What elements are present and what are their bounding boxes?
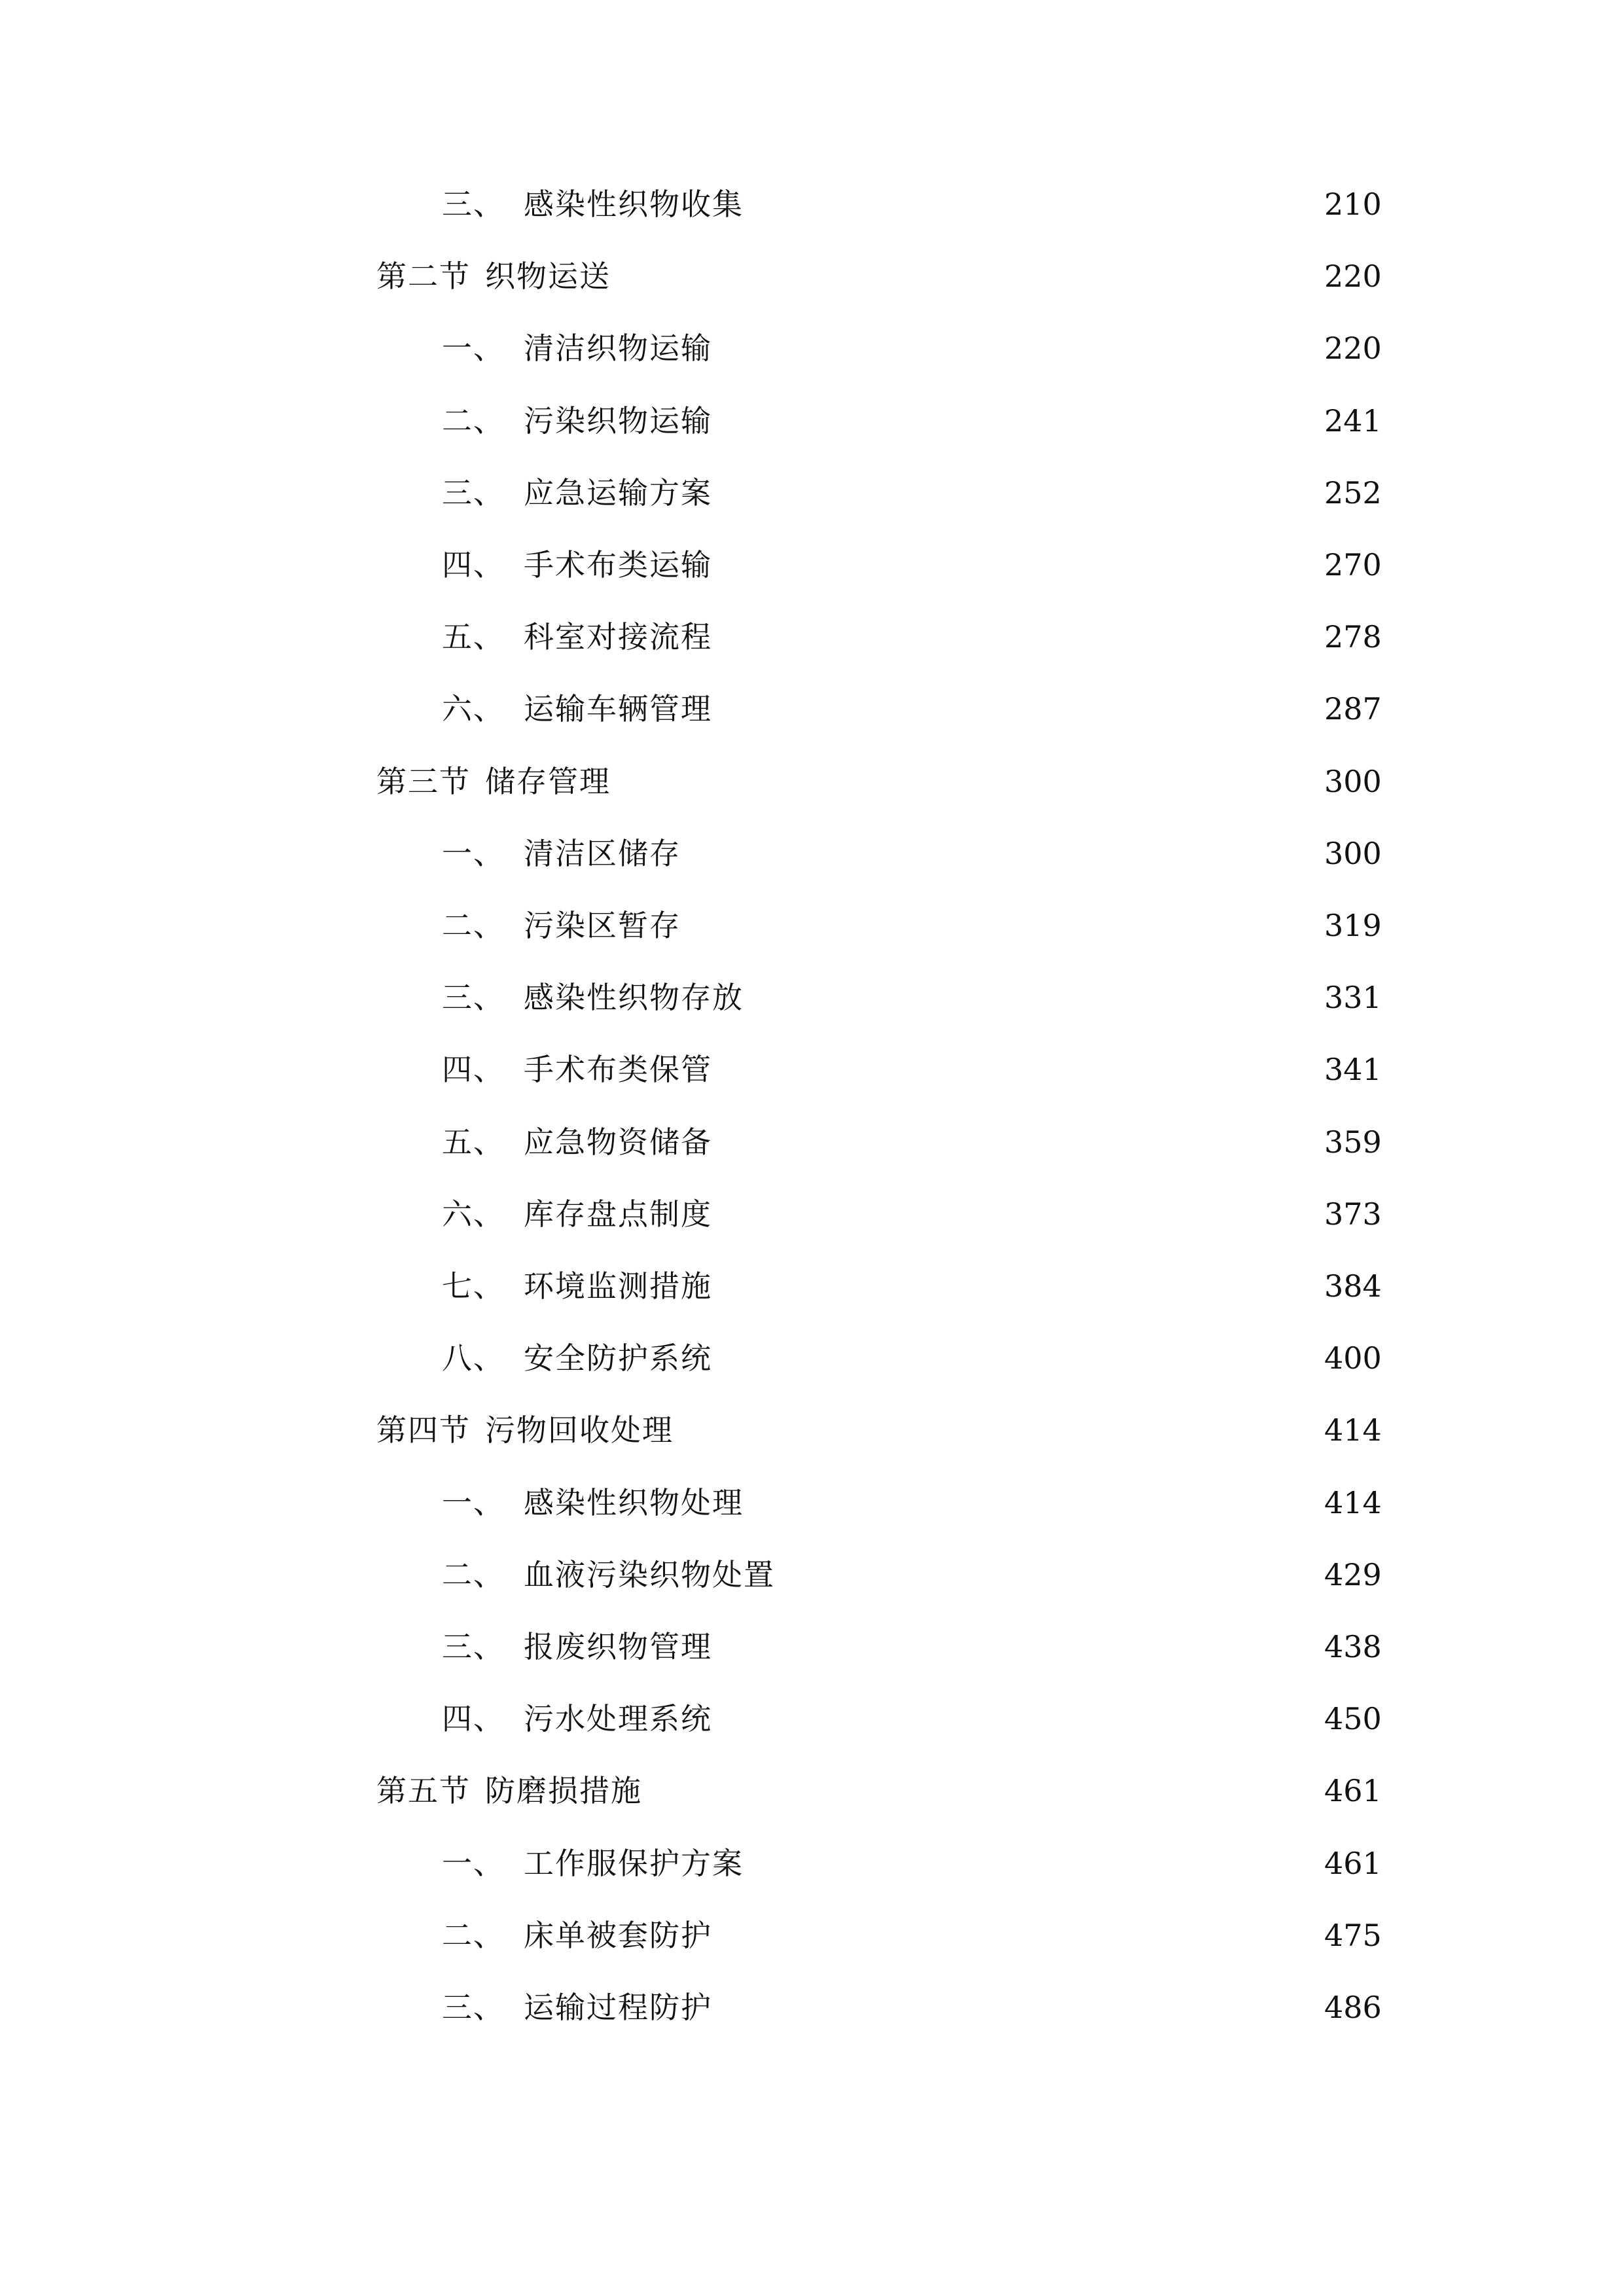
dot-leader [719, 1119, 1312, 1166]
dot-leader [687, 902, 1312, 949]
toc-entry-number: 一、 [442, 331, 505, 366]
dot-leader [719, 1912, 1312, 1959]
toc-item-entry[interactable] [442, 325, 1380, 372]
toc-page-number: 331 [1324, 980, 1382, 1015]
toc-entry-text: 工作服保护方案 [524, 1846, 744, 1881]
dot-leader [782, 1551, 1312, 1598]
toc-entry-title [442, 181, 744, 228]
toc-page-number: 270 [1324, 547, 1382, 583]
toc-entry-title [442, 1912, 712, 1959]
toc-item-entry[interactable] [442, 1695, 1380, 1742]
toc-entry-title [442, 1119, 712, 1166]
dot-leader [750, 181, 1312, 228]
toc-entry-text: 织物运送 [485, 259, 611, 294]
toc-entry-number: 一、 [442, 1846, 505, 1881]
toc-entry-number: 三、 [442, 980, 505, 1015]
toc-page-number: 450 [1324, 1701, 1382, 1736]
toc-entry-title [442, 469, 712, 516]
toc-item-entry[interactable] [442, 541, 1380, 588]
toc-section-entry[interactable] [376, 758, 1380, 805]
toc-item-entry[interactable] [442, 1335, 1380, 1382]
toc-entry-text: 手术布类保管 [524, 1052, 712, 1087]
toc-entry-number: 四、 [442, 1701, 505, 1736]
toc-item-entry[interactable] [442, 1119, 1380, 1166]
toc-entry-title [442, 1984, 712, 2031]
toc-page-number: 319 [1324, 908, 1382, 943]
toc-item-entry[interactable] [442, 1551, 1380, 1598]
dot-leader [750, 1479, 1312, 1526]
toc-entry-title [442, 1623, 712, 1670]
dot-leader [719, 685, 1312, 732]
toc-entry-title [442, 1335, 712, 1382]
toc-page-number: 400 [1324, 1340, 1382, 1376]
toc-page-number: 341 [1324, 1052, 1382, 1087]
toc-page-number: 461 [1324, 1846, 1382, 1881]
toc-page-number: 220 [1324, 331, 1382, 366]
toc-entry-title [442, 1695, 712, 1742]
toc-entry-title [442, 325, 712, 372]
toc-entry-title [442, 1263, 712, 1310]
dot-leader [719, 1191, 1312, 1238]
toc-entry-number: 三、 [442, 475, 505, 511]
toc-page-number: 220 [1324, 259, 1382, 294]
toc-entry-text: 储存管理 [485, 764, 611, 799]
toc-entry-text: 报废织物管理 [524, 1629, 712, 1664]
toc-item-entry[interactable] [442, 902, 1380, 949]
toc-entry-title [442, 902, 681, 949]
dot-leader [617, 253, 1312, 300]
toc-entry-number: 一、 [442, 836, 505, 871]
toc-section-entry[interactable] [376, 1767, 1380, 1814]
dot-leader [719, 613, 1312, 660]
dot-leader [719, 1263, 1312, 1310]
toc-entry-number: 八、 [442, 1340, 505, 1376]
toc-item-entry[interactable] [442, 1479, 1380, 1526]
toc-page-number: 278 [1324, 619, 1382, 655]
toc-entry-title [442, 1479, 744, 1526]
toc-page-number: 210 [1324, 187, 1382, 222]
toc-item-entry[interactable] [442, 1046, 1380, 1093]
toc-item-entry[interactable] [442, 1263, 1380, 1310]
toc-entry-number: 二、 [442, 1918, 505, 1953]
toc-entry-number: 三、 [442, 187, 505, 222]
toc-entry-text: 污物回收处理 [485, 1412, 674, 1448]
toc-item-entry[interactable] [442, 1984, 1380, 2031]
dot-leader [649, 1767, 1312, 1814]
toc-item-entry[interactable] [442, 181, 1380, 228]
toc-entry-text: 感染性织物收集 [524, 187, 744, 222]
toc-entry-number: 四、 [442, 547, 505, 583]
toc-entry-title [442, 830, 681, 877]
toc-entry-title [376, 253, 611, 300]
toc-page-number: 429 [1324, 1557, 1382, 1592]
toc-page-number: 252 [1324, 475, 1382, 511]
toc-entry-number: 五、 [442, 619, 505, 655]
toc-entry-number: 二、 [442, 403, 505, 439]
dot-leader [750, 1840, 1312, 1887]
dot-leader [687, 830, 1312, 877]
toc-entry-number: 一、 [442, 1485, 505, 1520]
dot-leader [750, 974, 1312, 1021]
toc-page-number: 359 [1324, 1124, 1382, 1160]
toc-page-number: 438 [1324, 1629, 1382, 1664]
dot-leader [719, 325, 1312, 372]
toc-entry-text: 清洁区储存 [524, 836, 681, 871]
toc-item-entry[interactable] [442, 974, 1380, 1021]
dot-leader [680, 1407, 1312, 1454]
toc-entry-number: 五、 [442, 1124, 505, 1160]
toc-entry-text: 运输车辆管理 [524, 691, 712, 726]
toc-entry-text: 污染织物运输 [524, 403, 712, 439]
dot-leader [719, 1984, 1312, 2031]
toc-entry-number: 三、 [442, 1990, 505, 2025]
toc-item-entry[interactable] [442, 469, 1380, 516]
toc-entry-text: 应急物资储备 [524, 1124, 712, 1160]
toc-page-number: 287 [1324, 691, 1382, 726]
toc-page-number: 475 [1324, 1918, 1382, 1953]
toc-item-entry[interactable] [442, 397, 1380, 444]
toc-item-entry[interactable] [442, 1912, 1380, 1959]
toc-section-entry[interactable] [376, 1407, 1380, 1454]
toc-entry-number: 六、 [442, 691, 505, 726]
toc-entry-text: 清洁织物运输 [524, 331, 712, 366]
toc-entry-text: 库存盘点制度 [524, 1196, 712, 1232]
toc-item-entry[interactable] [442, 685, 1380, 732]
dot-leader [719, 397, 1312, 444]
toc-item-entry[interactable] [442, 830, 1380, 877]
dot-leader [719, 541, 1312, 588]
dot-leader [719, 1695, 1312, 1742]
toc-page-number: 300 [1324, 764, 1382, 799]
toc-entry-number: 第四节 [376, 1412, 471, 1448]
dot-leader [719, 1335, 1312, 1382]
dot-leader [719, 1623, 1312, 1670]
toc-entry-title [442, 974, 744, 1021]
toc-entry-title [376, 1407, 674, 1454]
toc-entry-text: 防磨损措施 [485, 1773, 642, 1808]
toc-entry-title [442, 685, 712, 732]
toc-item-entry[interactable] [442, 1191, 1380, 1238]
toc-entry-title [442, 1551, 775, 1598]
toc-entry-title [442, 613, 712, 660]
toc-entry-text: 环境监测措施 [524, 1268, 712, 1304]
toc-entry-text: 安全防护系统 [524, 1340, 712, 1376]
toc-entry-number: 第二节 [376, 259, 471, 294]
toc-entry-number: 第三节 [376, 764, 471, 799]
toc-page-number: 373 [1324, 1196, 1382, 1232]
toc-entry-title [442, 541, 712, 588]
toc-entry-number: 三、 [442, 1629, 505, 1664]
toc-page-number: 486 [1324, 1990, 1382, 2025]
toc-entry-title [442, 397, 712, 444]
toc-entry-text: 科室对接流程 [524, 619, 712, 655]
toc-page-number: 414 [1324, 1412, 1382, 1448]
dot-leader [719, 469, 1312, 516]
toc-page-number: 461 [1324, 1773, 1382, 1808]
dot-leader [617, 758, 1312, 805]
toc-entry-number: 六、 [442, 1196, 505, 1232]
toc-section-entry[interactable] [376, 253, 1380, 300]
toc-entry-number: 七、 [442, 1268, 505, 1304]
toc-item-entry[interactable] [442, 613, 1380, 660]
toc-entry-text: 感染性织物存放 [524, 980, 744, 1015]
toc-page-number: 300 [1324, 836, 1382, 871]
toc-entry-title [376, 758, 611, 805]
toc-entry-number: 二、 [442, 908, 505, 943]
toc-page-number: 241 [1324, 403, 1382, 439]
toc-entry-text: 污水处理系统 [524, 1701, 712, 1736]
dot-leader [719, 1046, 1312, 1093]
toc-item-entry[interactable] [442, 1623, 1380, 1670]
toc-item-entry[interactable] [442, 1840, 1380, 1887]
toc-entry-number: 第五节 [376, 1773, 471, 1808]
toc-entry-text: 应急运输方案 [524, 475, 712, 511]
toc-entry-title [376, 1767, 642, 1814]
toc-entry-number: 四、 [442, 1052, 505, 1087]
toc-page-number: 414 [1324, 1485, 1382, 1520]
toc-entry-text: 床单被套防护 [524, 1918, 712, 1953]
toc-entry-text: 手术布类运输 [524, 547, 712, 583]
toc-entry-text: 血液污染织物处置 [524, 1557, 775, 1592]
toc-entry-text: 运输过程防护 [524, 1990, 712, 2025]
toc-entry-text: 污染区暂存 [524, 908, 681, 943]
toc-page-number: 384 [1324, 1268, 1382, 1304]
toc-entry-number: 二、 [442, 1557, 505, 1592]
toc-entry-title [442, 1046, 712, 1093]
toc-entry-text: 感染性织物处理 [524, 1485, 744, 1520]
toc-entry-title [442, 1840, 744, 1887]
toc-entry-title [442, 1191, 712, 1238]
